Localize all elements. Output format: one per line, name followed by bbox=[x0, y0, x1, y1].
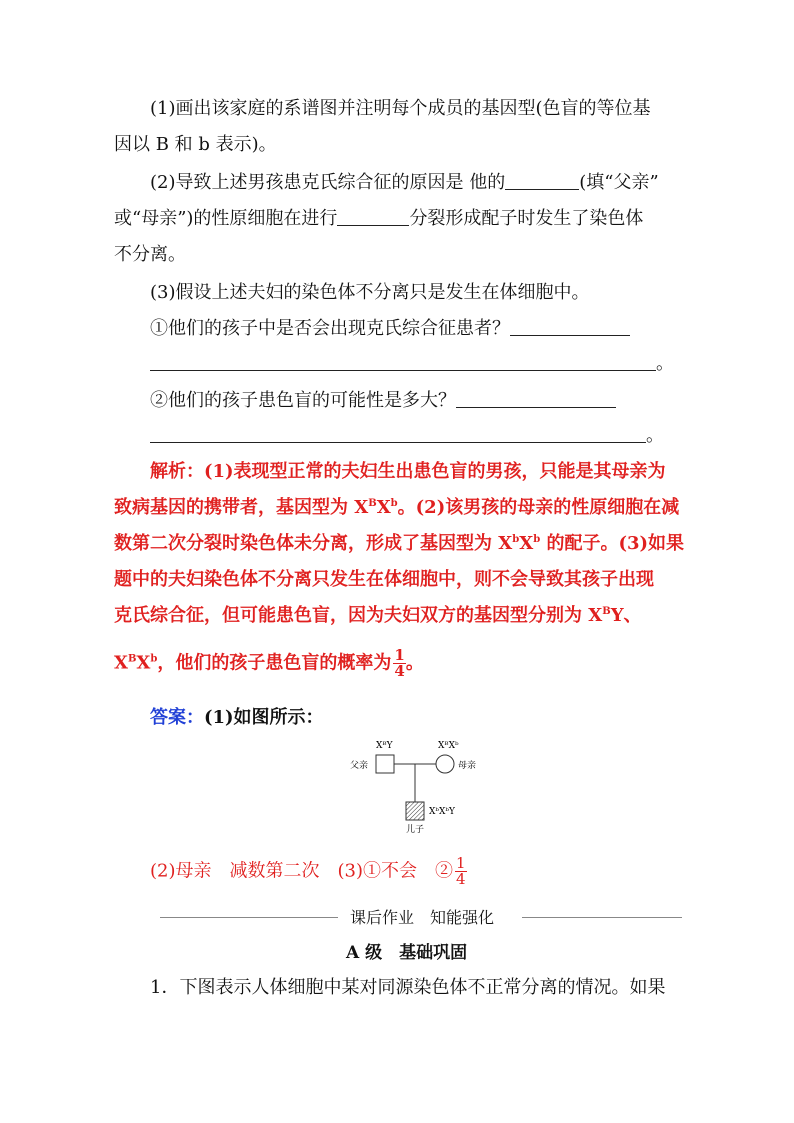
q2-line2-text-b: 分裂形成配子时发生了染色体 bbox=[409, 208, 644, 229]
answer-line2 bbox=[150, 856, 722, 887]
q2-line3: 不分离。 bbox=[114, 244, 186, 265]
q3-sub1-text: ①他们的孩子中是否会出现克氏综合征患者？ bbox=[150, 318, 510, 339]
allele-sup: B bbox=[368, 498, 377, 509]
father-genotype: XᴮY bbox=[376, 741, 393, 751]
next-question-line1: 1．下图表示人体细胞中某对同源染色体不正常分离的情况。如果 bbox=[150, 977, 666, 998]
analysis-line6-c: ，他们的孩子患色盲的概率为 bbox=[157, 652, 392, 674]
allele-sup: B bbox=[602, 606, 611, 617]
answer-blank-division[interactable] bbox=[337, 207, 409, 226]
analysis-line3 bbox=[114, 532, 686, 556]
q3-sub2 bbox=[150, 389, 722, 413]
analysis-line5-a: 克氏综合征，但可能患色盲，因为夫妇双方的基因型分别为 X bbox=[114, 605, 603, 626]
allele-sup: b bbox=[150, 653, 158, 665]
q2-line1-hint: (填“父亲” bbox=[579, 172, 659, 193]
q2-line1-text: (2)导致上述男孩患克氏综合征的原因是 他的 bbox=[150, 172, 506, 193]
q2-line2-text: 或“母亲”)的性原细胞在进行 bbox=[114, 208, 338, 229]
answer-line1 bbox=[150, 706, 722, 730]
father-square-icon bbox=[376, 755, 394, 773]
analysis-line6-b: X bbox=[136, 652, 151, 674]
q1-line1: (1)画出该家庭的系谱图并注明每个成员的基因型(色盲的等位基 bbox=[150, 98, 651, 119]
analysis-line5 bbox=[114, 604, 686, 628]
banner-rule-left bbox=[160, 917, 338, 918]
q3-sub2-cont bbox=[150, 424, 722, 448]
mother-genotype: XᴮXᵇ bbox=[438, 741, 459, 751]
q3-sub1-cont bbox=[150, 352, 722, 376]
answer-blank-3-2a[interactable] bbox=[456, 389, 616, 408]
analysis-line3-b: X bbox=[519, 533, 534, 554]
level-heading: A 级 基础巩固 bbox=[346, 943, 468, 963]
q3-sub1 bbox=[150, 317, 722, 341]
analysis-label: 解析： bbox=[150, 461, 204, 482]
son-label: 儿子 bbox=[406, 825, 425, 835]
q2-line1 bbox=[150, 171, 722, 195]
analysis-line3-a: 数第二次分裂时染色体未分离，形成了基因型为 X bbox=[114, 533, 513, 554]
q3-sub2-text: ②他们的孩子患色盲的可能性是多大？ bbox=[150, 390, 456, 411]
fraction-numerator: 1 bbox=[394, 646, 405, 664]
mother-label: 母亲 bbox=[458, 761, 477, 771]
analysis-line2 bbox=[114, 496, 686, 520]
analysis-line6 bbox=[114, 648, 686, 679]
answer-label: 答案： bbox=[150, 707, 204, 728]
analysis-line2-a: 致病基因的携带者，基因型为 X bbox=[114, 497, 369, 518]
fraction-denominator: 4 bbox=[394, 662, 405, 680]
q3-sub2-end: 。 bbox=[646, 425, 664, 446]
answer-blank-3-1a[interactable] bbox=[510, 317, 630, 336]
answer-blank-3-2b[interactable] bbox=[150, 424, 646, 443]
answer-blank-parent[interactable] bbox=[505, 171, 579, 190]
fraction-one-quarter bbox=[393, 648, 405, 679]
analysis-line1-text: (1)表现型正常的夫妇生出患色盲的男孩，只能是其母亲为 bbox=[204, 461, 666, 482]
answer-fraction bbox=[455, 856, 467, 887]
allele-sup: b bbox=[533, 534, 541, 545]
banner-rule-right bbox=[522, 917, 682, 918]
pedigree-diagram bbox=[340, 736, 500, 836]
answer-line2-text: (2)母亲 减数第二次 (3)①不会 ② bbox=[150, 860, 453, 882]
analysis-line6-end: 。 bbox=[405, 652, 424, 674]
analysis-line5-b: Y、 bbox=[610, 605, 642, 626]
answer-blank-3-1b[interactable] bbox=[150, 352, 656, 371]
analysis-line2-c: 。(2)该男孩的母亲的性原细胞在减 bbox=[397, 497, 680, 518]
q3-line1: (3)假设上述夫妇的染色体不分离只是发生在体细胞中。 bbox=[150, 282, 590, 303]
son-affected-square-icon bbox=[406, 802, 424, 820]
allele-sup: b bbox=[390, 498, 398, 509]
fraction-numerator: 1 bbox=[456, 854, 466, 872]
analysis-line1 bbox=[150, 460, 722, 484]
analysis-line3-c: 的配子。(3)如果 bbox=[540, 533, 685, 554]
section-banner: 课后作业 知能强化 bbox=[350, 908, 495, 927]
fraction-denominator: 4 bbox=[456, 870, 466, 888]
analysis-line2-b: X bbox=[376, 497, 391, 518]
mother-circle-icon bbox=[436, 755, 454, 773]
father-label: 父亲 bbox=[350, 761, 369, 771]
answer-line1-text: (1)如图所示： bbox=[204, 707, 324, 728]
allele-sup: b bbox=[512, 534, 520, 545]
allele-sup: B bbox=[127, 653, 137, 665]
q1-line2: 因以 B 和 b 表示)。 bbox=[114, 134, 277, 155]
analysis-line6-a: X bbox=[114, 652, 128, 674]
q2-line2 bbox=[114, 207, 686, 231]
son-genotype: XᵇXᵇY bbox=[429, 807, 455, 817]
analysis-line4: 题中的夫妇染色体不分离只发生在体细胞中，则不会导致其孩子出现 bbox=[114, 569, 654, 590]
q3-sub1-end: 。 bbox=[656, 353, 674, 374]
